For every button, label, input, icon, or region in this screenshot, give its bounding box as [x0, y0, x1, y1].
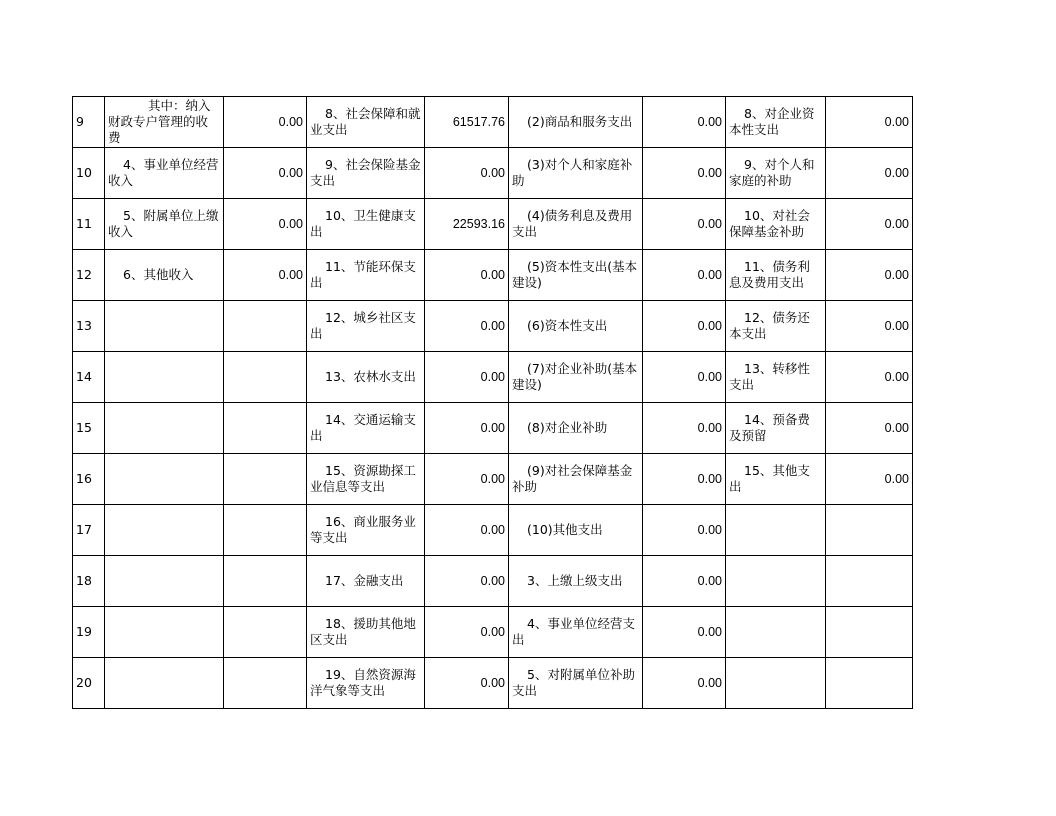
row-number-cell: 9: [73, 97, 105, 148]
expense-economic-amount-cell: 0.00: [643, 454, 726, 505]
income-item-cell: 4、事业单位经营收入: [105, 148, 224, 199]
table-body: [73, 97, 913, 709]
expense-gov-economic-item-cell: 8、对企业资本性支出: [726, 97, 826, 148]
expense-function-item-cell: 9、社会保险基金支出: [307, 148, 425, 199]
income-amount-cell: [224, 454, 307, 505]
expense-function-amount-cell: 0.00: [425, 403, 509, 454]
income-amount-cell: [224, 556, 307, 607]
income-item-cell: [105, 556, 224, 607]
expense-gov-economic-amount-cell: [826, 505, 913, 556]
expense-economic-amount-cell: 0.00: [643, 148, 726, 199]
expense-function-amount-cell: 0.00: [425, 250, 509, 301]
expense-economic-amount-cell: 0.00: [643, 607, 726, 658]
expense-function-amount-cell: 0.00: [425, 607, 509, 658]
income-amount-cell: [224, 352, 307, 403]
expense-gov-economic-amount-cell: [826, 658, 913, 709]
expense-economic-amount-cell: 0.00: [643, 352, 726, 403]
row-number-cell: 13: [73, 301, 105, 352]
expense-gov-economic-amount-cell: 0.00: [826, 301, 913, 352]
expense-gov-economic-amount-cell: 0.00: [826, 199, 913, 250]
income-item-cell: [105, 454, 224, 505]
expense-gov-economic-item-cell: 14、预备费及预留: [726, 403, 826, 454]
expense-function-item-cell: 8、社会保障和就业支出: [307, 97, 425, 148]
expense-economic-item-cell: (9)对社会保障基金补助: [509, 454, 643, 505]
expense-economic-item-cell: (4)债务利息及费用支出: [509, 199, 643, 250]
row-number-cell: 11: [73, 199, 105, 250]
expense-economic-amount-cell: 0.00: [643, 556, 726, 607]
expense-function-item-cell: 16、商业服务业等支出: [307, 505, 425, 556]
table-row: [73, 199, 913, 250]
income-item-cell: 其中：纳入财政专户管理的收费: [105, 97, 224, 148]
table-row: [73, 301, 913, 352]
expense-gov-economic-item-cell: [726, 607, 826, 658]
expense-economic-amount-cell: 0.00: [643, 97, 726, 148]
expense-gov-economic-item-cell: 9、对个人和家庭的补助: [726, 148, 826, 199]
table-row: [73, 97, 913, 148]
expense-economic-item-cell: (10)其他支出: [509, 505, 643, 556]
expense-economic-item-cell: (8)对企业补助: [509, 403, 643, 454]
expense-economic-item-cell: (2)商品和服务支出: [509, 97, 643, 148]
expense-economic-item-cell: 5、对附属单位补助支出: [509, 658, 643, 709]
expense-gov-economic-amount-cell: 0.00: [826, 352, 913, 403]
income-amount-cell: [224, 301, 307, 352]
table-row: [73, 403, 913, 454]
budget-table: [72, 96, 913, 709]
expense-economic-amount-cell: 0.00: [643, 403, 726, 454]
expense-economic-item-cell: (5)资本性支出(基本建设): [509, 250, 643, 301]
income-item-cell: 5、附属单位上缴收入: [105, 199, 224, 250]
expense-function-amount-cell: 0.00: [425, 301, 509, 352]
income-item-cell: [105, 658, 224, 709]
row-number-cell: 18: [73, 556, 105, 607]
income-item-cell: 6、其他收入: [105, 250, 224, 301]
expense-function-amount-cell: 22593.16: [425, 199, 509, 250]
expense-function-item-cell: 12、城乡社区支出: [307, 301, 425, 352]
expense-gov-economic-amount-cell: 0.00: [826, 454, 913, 505]
expense-gov-economic-item-cell: 11、债务利息及费用支出: [726, 250, 826, 301]
income-amount-cell: 0.00: [224, 250, 307, 301]
expense-function-amount-cell: 0.00: [425, 454, 509, 505]
income-amount-cell: [224, 607, 307, 658]
expense-economic-amount-cell: 0.00: [643, 658, 726, 709]
income-amount-cell: [224, 505, 307, 556]
table-row: [73, 250, 913, 301]
table-row: [73, 556, 913, 607]
income-amount-cell: [224, 658, 307, 709]
expense-function-amount-cell: 0.00: [425, 556, 509, 607]
row-number-cell: 20: [73, 658, 105, 709]
table-row: [73, 658, 913, 709]
table-row: [73, 148, 913, 199]
income-amount-cell: 0.00: [224, 97, 307, 148]
expense-gov-economic-item-cell: [726, 505, 826, 556]
expense-function-amount-cell: 61517.76: [425, 97, 509, 148]
expense-function-item-cell: 10、卫生健康支出: [307, 199, 425, 250]
income-amount-cell: 0.00: [224, 148, 307, 199]
row-number-cell: 16: [73, 454, 105, 505]
expense-gov-economic-item-cell: 15、其他支出: [726, 454, 826, 505]
expense-gov-economic-item-cell: 13、转移性支出: [726, 352, 826, 403]
income-item-cell: [105, 352, 224, 403]
expense-economic-item-cell: 4、事业单位经营支出: [509, 607, 643, 658]
expense-function-item-cell: 13、农林水支出: [307, 352, 425, 403]
expense-function-item-cell: 15、资源勘探工业信息等支出: [307, 454, 425, 505]
expense-function-amount-cell: 0.00: [425, 352, 509, 403]
expense-function-item-cell: 19、自然资源海洋气象等支出: [307, 658, 425, 709]
expense-gov-economic-item-cell: [726, 658, 826, 709]
table-row: [73, 352, 913, 403]
income-item-cell: [105, 505, 224, 556]
expense-economic-item-cell: 3、上缴上级支出: [509, 556, 643, 607]
income-amount-cell: 0.00: [224, 199, 307, 250]
expense-function-item-cell: 18、援助其他地区支出: [307, 607, 425, 658]
expense-economic-amount-cell: 0.00: [643, 505, 726, 556]
income-item-cell: [105, 301, 224, 352]
expense-function-amount-cell: 0.00: [425, 148, 509, 199]
row-number-cell: 10: [73, 148, 105, 199]
expense-gov-economic-item-cell: 10、对社会保障基金补助: [726, 199, 826, 250]
income-item-cell: [105, 607, 224, 658]
expense-function-amount-cell: 0.00: [425, 658, 509, 709]
row-number-cell: 12: [73, 250, 105, 301]
row-number-cell: 19: [73, 607, 105, 658]
expense-economic-item-cell: (7)对企业补助(基本建设): [509, 352, 643, 403]
expense-gov-economic-amount-cell: [826, 607, 913, 658]
expense-gov-economic-amount-cell: [826, 556, 913, 607]
expense-function-amount-cell: 0.00: [425, 505, 509, 556]
row-number-cell: 17: [73, 505, 105, 556]
income-amount-cell: [224, 403, 307, 454]
expense-economic-amount-cell: 0.00: [643, 199, 726, 250]
expense-economic-amount-cell: 0.00: [643, 301, 726, 352]
expense-function-item-cell: 14、交通运输支出: [307, 403, 425, 454]
expense-gov-economic-amount-cell: 0.00: [826, 97, 913, 148]
row-number-cell: 14: [73, 352, 105, 403]
table-row: [73, 607, 913, 658]
table-row: [73, 505, 913, 556]
table-row: [73, 454, 913, 505]
row-number-cell: 15: [73, 403, 105, 454]
expense-economic-item-cell: (6)资本性支出: [509, 301, 643, 352]
expense-gov-economic-amount-cell: 0.00: [826, 148, 913, 199]
income-item-cell: [105, 403, 224, 454]
expense-gov-economic-amount-cell: 0.00: [826, 403, 913, 454]
expense-function-item-cell: 11、节能环保支出: [307, 250, 425, 301]
expense-economic-amount-cell: 0.00: [643, 250, 726, 301]
expense-gov-economic-item-cell: [726, 556, 826, 607]
expense-function-item-cell: 17、金融支出: [307, 556, 425, 607]
expense-gov-economic-item-cell: 12、债务还本支出: [726, 301, 826, 352]
expense-gov-economic-amount-cell: 0.00: [826, 250, 913, 301]
expense-economic-item-cell: (3)对个人和家庭补助: [509, 148, 643, 199]
